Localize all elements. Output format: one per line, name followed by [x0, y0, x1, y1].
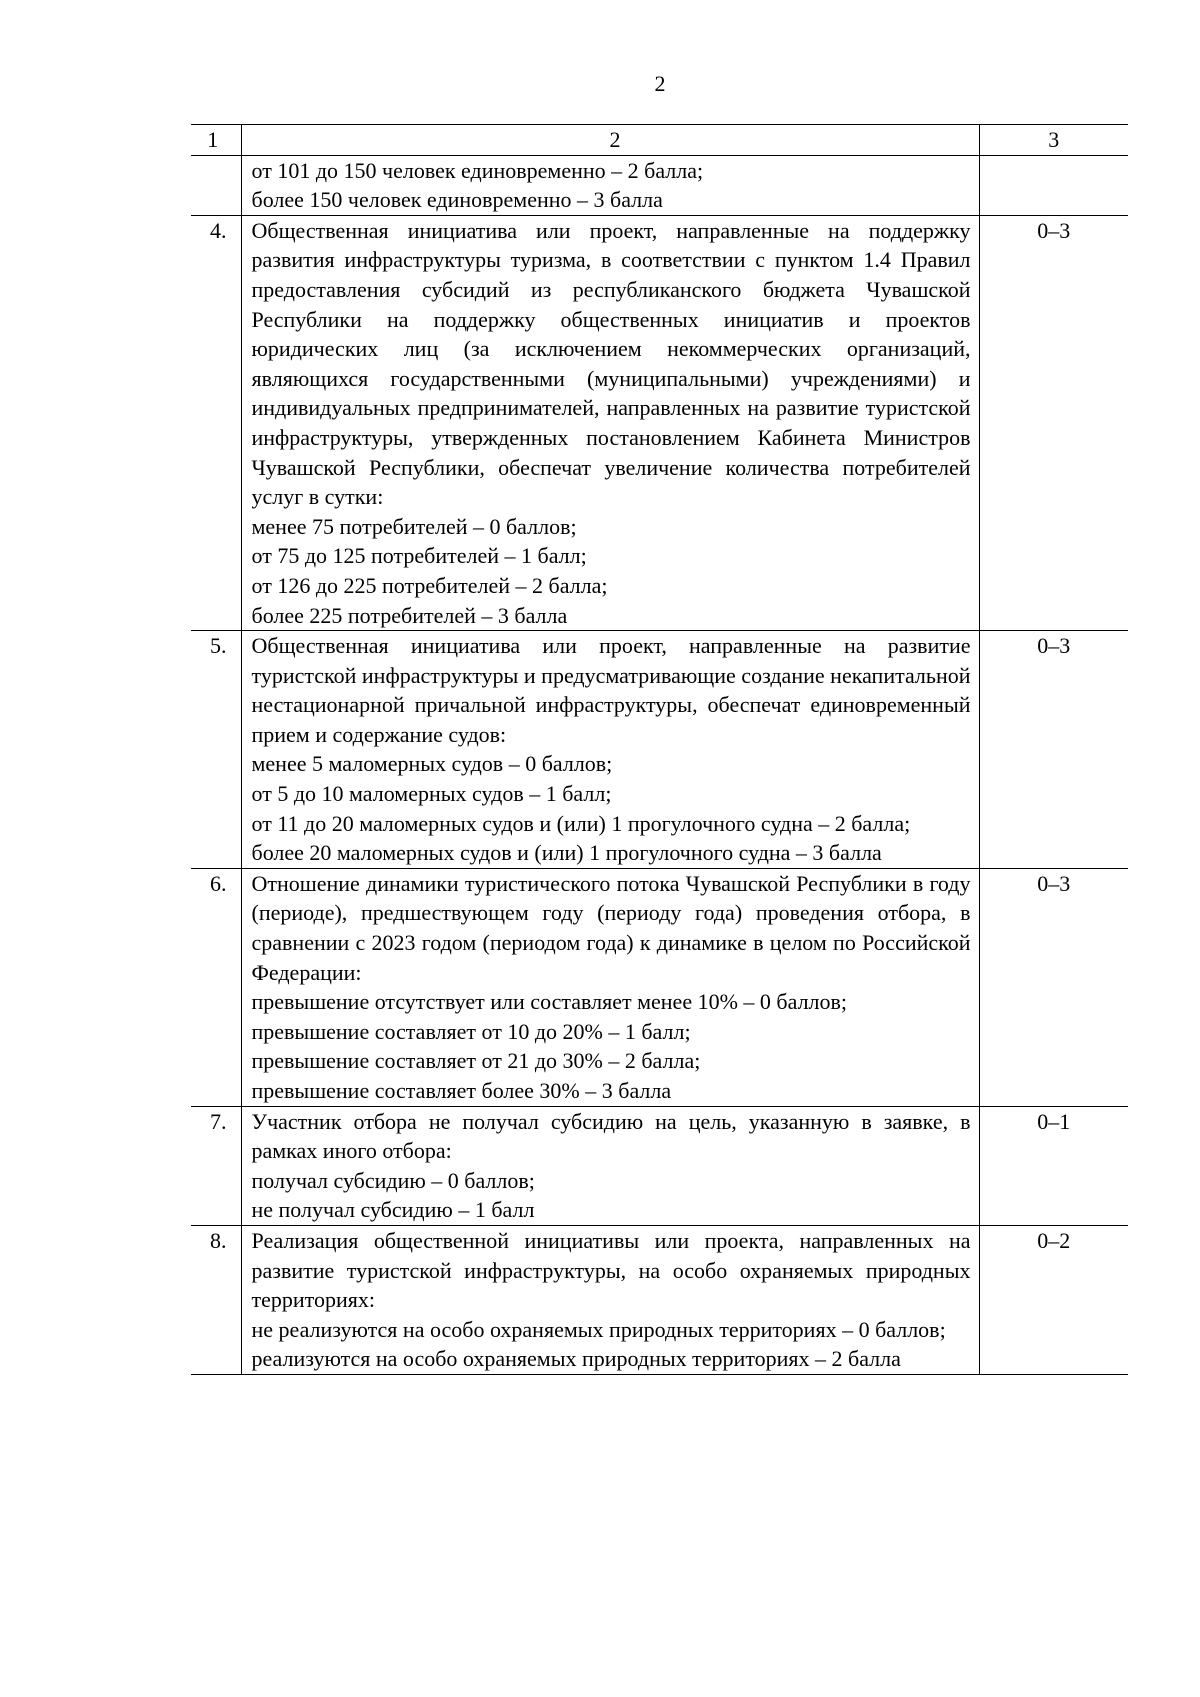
row-number: 5. [191, 631, 241, 869]
criterion-line: от 11 до 20 маломерных судов и (или) 1 прогулочного судна – 2 балла; [251, 810, 911, 836]
row-number [191, 155, 241, 215]
criterion-line: более 225 потребителей – 3 балла [251, 602, 568, 628]
criterion-line: Отношение динамики туристического потока Чувашской Республики в году (периоде), предшествующем году (периоду года) проведения отбора, в сравнении с 2023 годом (периодом года) к динамике в целом по Российской Федерации: [251, 870, 971, 985]
row-criterion [241, 215, 979, 630]
row-number: 4. [191, 215, 241, 630]
criterion-line: от 75 до 125 потребителей – 1 балл; [251, 543, 587, 569]
table-row [191, 1225, 1128, 1374]
header-col-number: 1 [191, 125, 241, 156]
row-number: 7. [191, 1106, 241, 1225]
criterion-line: не реализуются на особо охраняемых природных территориях – 0 баллов; [251, 1316, 946, 1342]
row-number: 8. [191, 1225, 241, 1374]
table-row [191, 215, 1128, 630]
criterion-line: Реализация общественной инициативы или проекта, направленных на развитие туристской инфраструктуры, на особо охраняемых природных территориях: [251, 1227, 971, 1313]
row-score: 0–2 [979, 1225, 1128, 1374]
row-criterion [241, 1106, 979, 1225]
row-criterion [241, 631, 979, 869]
header-col-criterion: 2 [241, 125, 979, 156]
row-score: 0–3 [979, 868, 1128, 1106]
criterion-line: от 5 до 10 маломерных судов – 1 балл; [251, 781, 612, 807]
page-number: 2 [654, 71, 666, 96]
criterion-line: от 101 до 150 человек единовременно – 2 балла; [251, 157, 704, 183]
criterion-line: превышение составляет более 30% – 3 балла [251, 1078, 672, 1103]
criterion-line: более 150 человек единовременно – 3 балла [251, 187, 663, 213]
table-header-row [191, 125, 1128, 156]
row-criterion [241, 155, 979, 215]
row-criterion [241, 868, 979, 1106]
criterion-line: менее 75 потребителей – 0 баллов; [251, 513, 577, 539]
header-col-score: 3 [979, 125, 1128, 156]
row-score: 0–3 [979, 631, 1128, 869]
row-score [979, 155, 1128, 215]
criterion-line: превышение составляет от 21 до 30% – 2 балла; [251, 1048, 701, 1074]
criterion-line: не получал субсидию – 1 балл [251, 1197, 535, 1223]
criterion-line: превышение составляет от 10 до 20% – 1 балл; [251, 1018, 691, 1044]
criteria-table [191, 124, 1128, 1375]
table-row [191, 631, 1128, 869]
criterion-line: Участник отбора не получал субсидию на цель, указанную в заявке, в рамках иного отбора: [251, 1108, 971, 1164]
table-row [191, 155, 1128, 215]
row-score: 0–1 [979, 1106, 1128, 1225]
row-score: 0–3 [979, 215, 1128, 630]
row-number: 6. [191, 868, 241, 1106]
criterion-line: реализуются на особо охраняемых природных территориях – 2 балла [251, 1346, 901, 1372]
criterion-line: получал субсидию – 0 баллов; [251, 1167, 535, 1193]
criterion-line: от 126 до 225 потребителей – 2 балла; [251, 572, 608, 598]
criteria-table-body [191, 125, 1128, 1375]
row-criterion [241, 1225, 979, 1374]
criterion-line: Общественная инициатива или проект, направленные на поддержку развития инфраструктуры туризма, в соответствии с пунктом 1.4 Правил предоставления субсидий из республиканского бюджета Чувашской Республики на поддержку общественных инициатив и проектов юридических лиц (за исключением некоммерческих организаций, являющихся государственными (муниципальными) учреждениями) и индивидуальных предпринимателей, направленных на развитие туристской инфраструктуры, утвержденных постановлением Кабинета Министров Чувашской Республики, обеспечат увеличение количества потребителей услуг в сутки: [251, 217, 971, 510]
criterion-line: превышение отсутствует или составляет менее 10% – 0 баллов; [251, 989, 848, 1015]
criterion-line: Общественная инициатива или проект, направленные на развитие туристской инфраструктуры и предусматривающие создание некапитальной нестационарной причальной инфраструктуры, обеспечат единовременный прием и содержание судов: [251, 633, 971, 747]
criterion-line: более 20 маломерных судов и (или) 1 прогулочного судна – 3 балла [251, 840, 882, 866]
table-row [191, 1106, 1128, 1225]
criterion-line: менее 5 маломерных судов – 0 баллов; [251, 751, 613, 777]
table-row [191, 868, 1128, 1106]
